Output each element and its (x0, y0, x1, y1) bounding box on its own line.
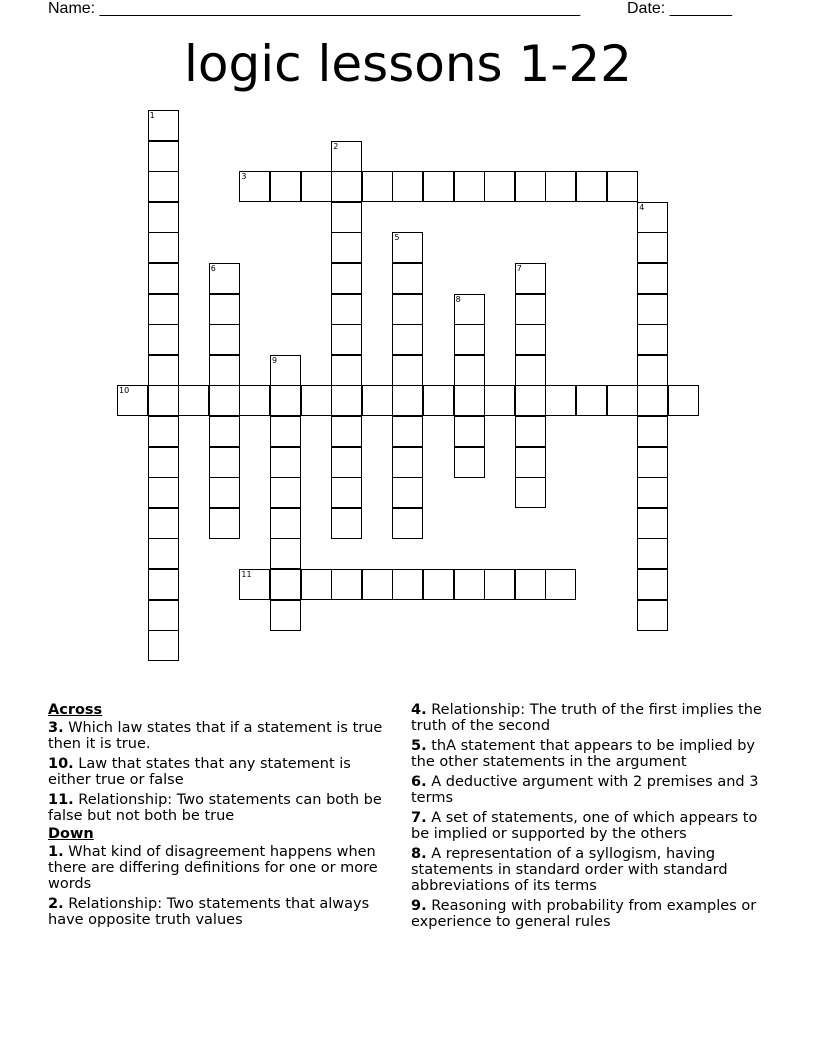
crossword-cell[interactable] (148, 110, 179, 141)
clue-down-1 (48, 844, 398, 892)
crossword-cell[interactable] (270, 569, 301, 600)
crossword-cell[interactable] (117, 385, 148, 416)
crossword-cell[interactable] (454, 171, 485, 202)
crossword-cell[interactable] (545, 385, 576, 416)
crossword-cell[interactable] (637, 324, 668, 355)
clue-down-9 (411, 898, 763, 930)
crossword-cell[interactable] (270, 538, 301, 569)
crossword-cell[interactable] (423, 569, 454, 600)
cell-number: 9 (272, 355, 278, 365)
crossword-cell[interactable] (148, 324, 179, 355)
crossword-cell[interactable] (392, 508, 423, 539)
crossword-cell[interactable] (239, 385, 270, 416)
crossword-cell[interactable] (331, 232, 362, 263)
cell-number: 8 (455, 294, 461, 304)
crossword-cell[interactable] (392, 569, 423, 600)
crossword-cell[interactable] (392, 477, 423, 508)
clue-across-11 (48, 792, 398, 824)
clue-down-6 (411, 774, 763, 806)
crossword-cell[interactable] (576, 171, 607, 202)
crossword-cell[interactable] (270, 477, 301, 508)
crossword-cell[interactable] (484, 569, 515, 600)
crossword-cell[interactable] (392, 385, 423, 416)
crossword-cell[interactable] (270, 508, 301, 539)
crossword-cell[interactable] (423, 385, 454, 416)
cell-number: 11 (241, 570, 252, 579)
crossword-cell[interactable] (148, 294, 179, 325)
crossword-cell[interactable] (637, 508, 668, 539)
cell-number: 1 (149, 111, 155, 120)
crossword-cell[interactable] (515, 385, 546, 416)
crossword-cell[interactable] (637, 600, 668, 631)
crossword-cell[interactable] (148, 263, 179, 294)
crossword-cell[interactable] (454, 385, 485, 416)
crossword-cell[interactable] (270, 447, 301, 478)
crossword-cell[interactable] (148, 385, 179, 416)
crossword-cell[interactable] (209, 416, 240, 447)
crossword-cell[interactable] (392, 447, 423, 478)
crossword-cell[interactable] (239, 171, 270, 202)
crossword-cell[interactable] (637, 447, 668, 478)
crossword-cell[interactable] (331, 355, 362, 386)
crossword-cell[interactable] (515, 447, 546, 478)
cell-number: 6 (210, 264, 216, 273)
crossword-cell[interactable] (209, 324, 240, 355)
crossword-cell[interactable] (392, 171, 423, 202)
clue-across-3 (48, 720, 398, 752)
name-field-label: Name: ______________________________________________________ (48, 0, 581, 17)
crossword-cell[interactable] (209, 447, 240, 478)
clue-number: 5. (411, 738, 427, 754)
clue-down-5 (411, 738, 763, 770)
crossword-cell[interactable] (637, 538, 668, 569)
clue-number: 9. (411, 898, 427, 914)
clue-down-2 (48, 896, 398, 928)
crossword-cell[interactable] (148, 202, 179, 233)
cell-number: 4 (639, 202, 645, 212)
clue-number: 2. (48, 896, 64, 912)
clue-down-7 (411, 810, 763, 842)
crossword-cell[interactable] (392, 294, 423, 325)
crossword-cell[interactable] (331, 294, 362, 325)
crossword-cell[interactable] (607, 385, 638, 416)
crossword-cell[interactable] (637, 477, 668, 508)
crossword-cell[interactable] (392, 416, 423, 447)
clue-number: 10. (48, 756, 74, 772)
clue-number: 4. (411, 702, 427, 718)
crossword-cell[interactable] (301, 171, 332, 202)
crossword-cell[interactable] (637, 355, 668, 386)
crossword-cell[interactable] (576, 385, 607, 416)
cell-number: 2 (333, 141, 339, 151)
crossword-cell[interactable] (637, 385, 668, 416)
crossword-cell[interactable] (270, 416, 301, 447)
crossword-cell[interactable] (637, 202, 668, 233)
crossword-cell[interactable] (637, 569, 668, 600)
clue-across-10 (48, 756, 398, 788)
crossword-cell[interactable] (148, 141, 179, 172)
crossword-cell[interactable] (331, 569, 362, 600)
clue-text: Relationship: The truth of the first implies the truth of the second (411, 702, 762, 734)
page-title: logic lessons 1-22 (184, 35, 632, 93)
crossword-cell[interactable] (515, 355, 546, 386)
crossword-cell[interactable] (148, 355, 179, 386)
crossword-cell[interactable] (515, 263, 546, 294)
crossword-cell[interactable] (209, 508, 240, 539)
crossword-cell[interactable] (270, 600, 301, 631)
crossword-cell[interactable] (515, 569, 546, 600)
crossword-cell[interactable] (148, 171, 179, 202)
crossword-cell[interactable] (148, 600, 179, 631)
crossword-cell[interactable] (209, 385, 240, 416)
crossword-cell[interactable] (454, 569, 485, 600)
crossword-cell[interactable] (515, 294, 546, 325)
crossword-cell[interactable] (148, 477, 179, 508)
crossword-cell[interactable] (331, 171, 362, 202)
crossword-cell[interactable] (270, 385, 301, 416)
crossword-cell[interactable] (148, 416, 179, 447)
crossword-cell[interactable] (454, 324, 485, 355)
crossword-cell[interactable] (301, 385, 332, 416)
crossword-cell[interactable] (331, 447, 362, 478)
crossword-cell[interactable] (148, 508, 179, 539)
crossword-cell[interactable] (637, 232, 668, 263)
clue-number: 1. (48, 844, 64, 860)
clue-text: Relationship: Two statements that always have opposite truth values (48, 896, 370, 928)
cell-number: 7 (516, 264, 522, 273)
cell-number: 5 (394, 233, 400, 243)
clue-text: thA statement that appears to be implied by the other statements in the argument (411, 738, 755, 770)
crossword-cell[interactable] (423, 171, 454, 202)
clue-number: 3. (48, 720, 64, 736)
clue-text: What kind of disagreement happens when there are differing definitions for one or more words (48, 844, 378, 892)
crossword-cell[interactable] (270, 355, 301, 386)
crossword-cell[interactable] (239, 569, 270, 600)
crossword-cell[interactable] (148, 447, 179, 478)
clue-down-4 (411, 702, 763, 734)
crossword-cell[interactable] (392, 355, 423, 386)
crossword-cell[interactable] (454, 447, 485, 478)
crossword-cell[interactable] (331, 324, 362, 355)
crossword-cell[interactable] (392, 232, 423, 263)
crossword-cell[interactable] (148, 630, 179, 661)
clue-text: Which law states that if a statement is true then it is true. (48, 720, 383, 752)
crossword-cell[interactable] (637, 416, 668, 447)
crossword-cell[interactable] (209, 263, 240, 294)
clue-down-8 (411, 846, 763, 894)
crossword-cell[interactable] (331, 508, 362, 539)
crossword-cell[interactable] (607, 171, 638, 202)
crossword-cell[interactable] (515, 477, 546, 508)
clue-text: A deductive argument with 2 premises and 3 terms (411, 774, 759, 806)
across-heading: Across (48, 702, 103, 718)
crossword-cell[interactable] (637, 263, 668, 294)
clues-left-column (48, 702, 398, 932)
crossword-cell[interactable] (148, 232, 179, 263)
crossword-cell[interactable] (331, 416, 362, 447)
clue-number: 6. (411, 774, 427, 790)
crossword-cell[interactable] (454, 416, 485, 447)
crossword-cell[interactable] (392, 263, 423, 294)
clue-text: A representation of a syllogism, having statements in standard order with standard abbreviations of its terms (411, 846, 728, 894)
crossword-cell[interactable] (331, 141, 362, 172)
crossword-cell[interactable] (484, 171, 515, 202)
cell-number: 3 (241, 172, 247, 182)
crossword-cell[interactable] (392, 324, 423, 355)
cell-number: 10 (119, 386, 130, 396)
crossword-cell[interactable] (362, 385, 393, 416)
crossword-cell[interactable] (454, 294, 485, 325)
clue-text: Reasoning with probability from examples or experience to general rules (411, 898, 757, 930)
clues-right-column (411, 702, 763, 934)
clue-number: 8. (411, 846, 427, 862)
crossword-cell[interactable] (331, 385, 362, 416)
crossword-cell[interactable] (209, 355, 240, 386)
crossword-cell[interactable] (637, 294, 668, 325)
crossword-cell[interactable] (545, 569, 576, 600)
clue-text: Law that states that any statement is either true or false (48, 756, 351, 788)
crossword-cell[interactable] (178, 385, 209, 416)
crossword-cell[interactable] (301, 569, 332, 600)
crossword-cell[interactable] (454, 355, 485, 386)
down-heading: Down (48, 826, 94, 842)
crossword-cell[interactable] (209, 477, 240, 508)
crossword-cell[interactable] (484, 385, 515, 416)
clue-text: Relationship: Two statements can both be false but not both be true (48, 792, 382, 824)
crossword-cell[interactable] (545, 171, 576, 202)
crossword-cell[interactable] (209, 294, 240, 325)
crossword-cell[interactable] (515, 416, 546, 447)
crossword-cell[interactable] (331, 202, 362, 233)
crossword-cell[interactable] (515, 171, 546, 202)
crossword-cell[interactable] (331, 263, 362, 294)
clue-number: 7. (411, 810, 427, 826)
crossword-cell[interactable] (148, 538, 179, 569)
crossword-cell[interactable] (362, 171, 393, 202)
crossword-cell[interactable] (668, 385, 699, 416)
crossword-cell[interactable] (331, 477, 362, 508)
crossword-cell[interactable] (148, 569, 179, 600)
crossword-cell[interactable] (362, 569, 393, 600)
crossword-cell[interactable] (270, 171, 301, 202)
clue-number: 11. (48, 792, 74, 808)
crossword-cell[interactable] (515, 324, 546, 355)
clue-text: A set of statements, one of which appears to be implied or supported by the others (411, 810, 758, 842)
date-field-label: Date: _______ (627, 0, 732, 17)
